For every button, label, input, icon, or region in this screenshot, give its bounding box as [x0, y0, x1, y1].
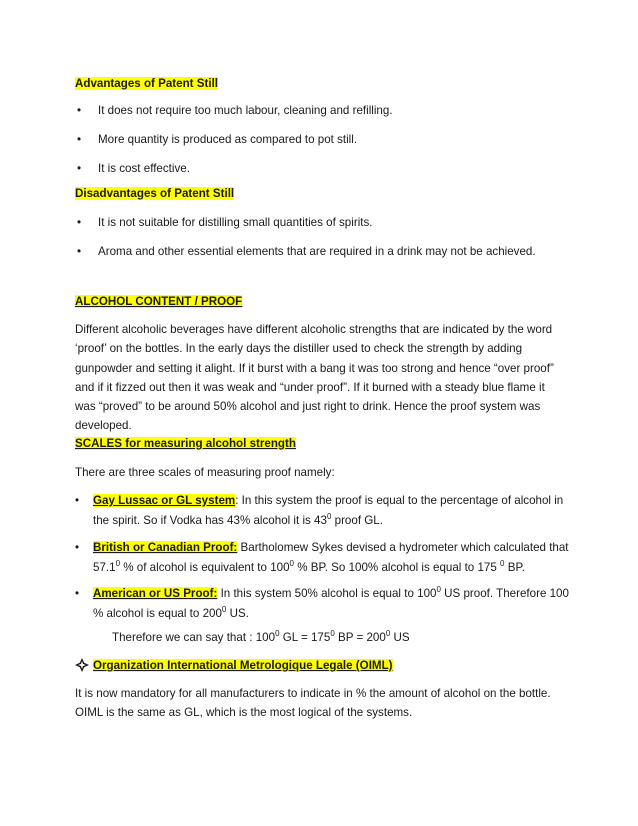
scales-heading — [75, 436, 296, 451]
paragraph-line: was “proved” to be around 50% alcohol and just right to drink. Hence the proof system was — [75, 400, 541, 414]
degree-sup: 0 — [500, 558, 505, 568]
gl-text-2b: proof GL. — [331, 513, 383, 527]
bullet-icon: • — [77, 162, 82, 175]
scales-intro-text: There are three scales of measuring proof namely: — [75, 466, 335, 479]
paragraph-line: gunpowder and setting it alight. If it burst with a bang it was too strong and hence “over proof” — [75, 361, 554, 375]
degree-sup: 0 — [436, 585, 441, 595]
bullet-icon: • — [75, 494, 80, 507]
bullet-icon: • — [75, 541, 80, 554]
diamond-flower-icon — [75, 658, 89, 672]
conclusion-text-b: GL = 175 — [279, 631, 331, 644]
alcohol-content-heading — [75, 294, 242, 309]
american-line-2 — [93, 604, 568, 624]
scales-heading-text: SCALES for measuring alcohol strength — [75, 437, 296, 450]
american-scale-label: American or US Proof: — [93, 587, 218, 600]
bullet-icon: • — [77, 104, 82, 117]
degree-sup: 0 — [275, 629, 280, 639]
advantages-heading-text: Advantages of Patent Still — [75, 77, 219, 90]
oiml-paragraph — [75, 684, 565, 723]
degree-sup: 0 — [385, 629, 391, 639]
british-scale-body — [93, 538, 568, 577]
scales-intro — [75, 465, 335, 480]
conclusion-text-a: Therefore we can say that : 100 — [112, 631, 276, 644]
gl-line-2 — [93, 511, 568, 531]
paragraph-line: Different alcoholic beverages have different alcoholic strengths that are indicated by the word — [75, 323, 553, 336]
degree-sup: 0 — [221, 604, 227, 614]
british-scale-label: British or Canadian Proof: — [93, 541, 238, 554]
paragraph-line: OIML is the same as GL, which is the most logical of the systems. — [75, 706, 413, 720]
proof-paragraph — [75, 320, 565, 436]
american-line-1 — [93, 584, 568, 604]
degree-sup: 0 — [326, 511, 332, 521]
list-item-text: It is cost effective. — [98, 162, 190, 175]
bullet-icon: • — [75, 587, 80, 600]
conclusion-text-d: US — [390, 631, 410, 644]
gl-colon: : — [235, 494, 239, 507]
british-line-2 — [93, 558, 568, 578]
oiml-heading — [93, 658, 393, 673]
british-text-2a: 57.1 — [93, 560, 116, 574]
british-text-2d: BP. — [504, 560, 525, 574]
conclusion-text-c: BP = 200 — [334, 631, 386, 644]
advantages-heading — [75, 76, 218, 91]
paragraph-line: It is now mandatory for all manufacturers to indicate in % the amount of alcohol on the bottle. — [75, 687, 551, 700]
american-text-1b: US proof. Therefore 100 — [440, 587, 569, 600]
proof-conclusion — [112, 630, 410, 645]
list-item-text: It is not suitable for distilling small quantities of spirits. — [98, 216, 373, 229]
gl-line-1 — [93, 491, 568, 511]
gl-text-2a: the spirit. So if Vodka has 43% alcohol it is 43 — [93, 513, 327, 527]
british-text-2c: % BP. So 100% alcohol is equal to 175 — [294, 560, 501, 574]
degree-sup: 0 — [289, 558, 294, 568]
gl-scale-body — [93, 491, 568, 530]
gl-scale-label: Gay Lussac or GL system — [93, 494, 236, 507]
degree-sup: 0 — [330, 629, 335, 639]
disadvantages-heading-text: Disadvantages of Patent Still — [75, 187, 235, 200]
oiml-heading-text: Organization International Metrologique Legale (OIML) — [93, 659, 393, 672]
american-text-2b: US. — [226, 606, 249, 620]
degree-sup: 0 — [115, 558, 121, 568]
bullet-icon: • — [77, 245, 82, 258]
disadvantages-heading — [75, 186, 234, 201]
british-text-2b: % of alcohol is equivalent to 100 — [120, 560, 290, 574]
paragraph-line: and if it fizzed out then it was weak and “under proof”. If it burned with a steady blue flame it — [75, 380, 545, 394]
bullet-icon: • — [77, 216, 82, 229]
british-line-1 — [93, 538, 568, 558]
bullet-icon: • — [77, 133, 82, 146]
paragraph-line: ‘proof’ on the bottles. In the early days the distiller used to check the strength by adding — [75, 342, 523, 356]
list-item-text: It does not require too much labour, cleaning and refilling. — [98, 104, 393, 117]
list-item-text: Aroma and other essential elements that are required in a drink may not be achieved. — [98, 245, 536, 258]
british-text-1: Bartholomew Sykes devised a hydrometer which calculated that — [237, 541, 569, 554]
american-text-2a: % alcohol is equal to 200 — [93, 606, 222, 620]
alcohol-content-heading-text: ALCOHOL CONTENT / PROOF — [75, 295, 243, 308]
gl-text-1: In this system the proof is equal to the percentage of alcohol in — [238, 494, 564, 507]
american-scale-body — [93, 584, 568, 623]
list-item-text: More quantity is produced as compared to pot still. — [98, 133, 358, 146]
american-text-1a: In this system 50% alcohol is equal to 100 — [217, 587, 437, 600]
paragraph-line: developed. — [75, 419, 132, 433]
